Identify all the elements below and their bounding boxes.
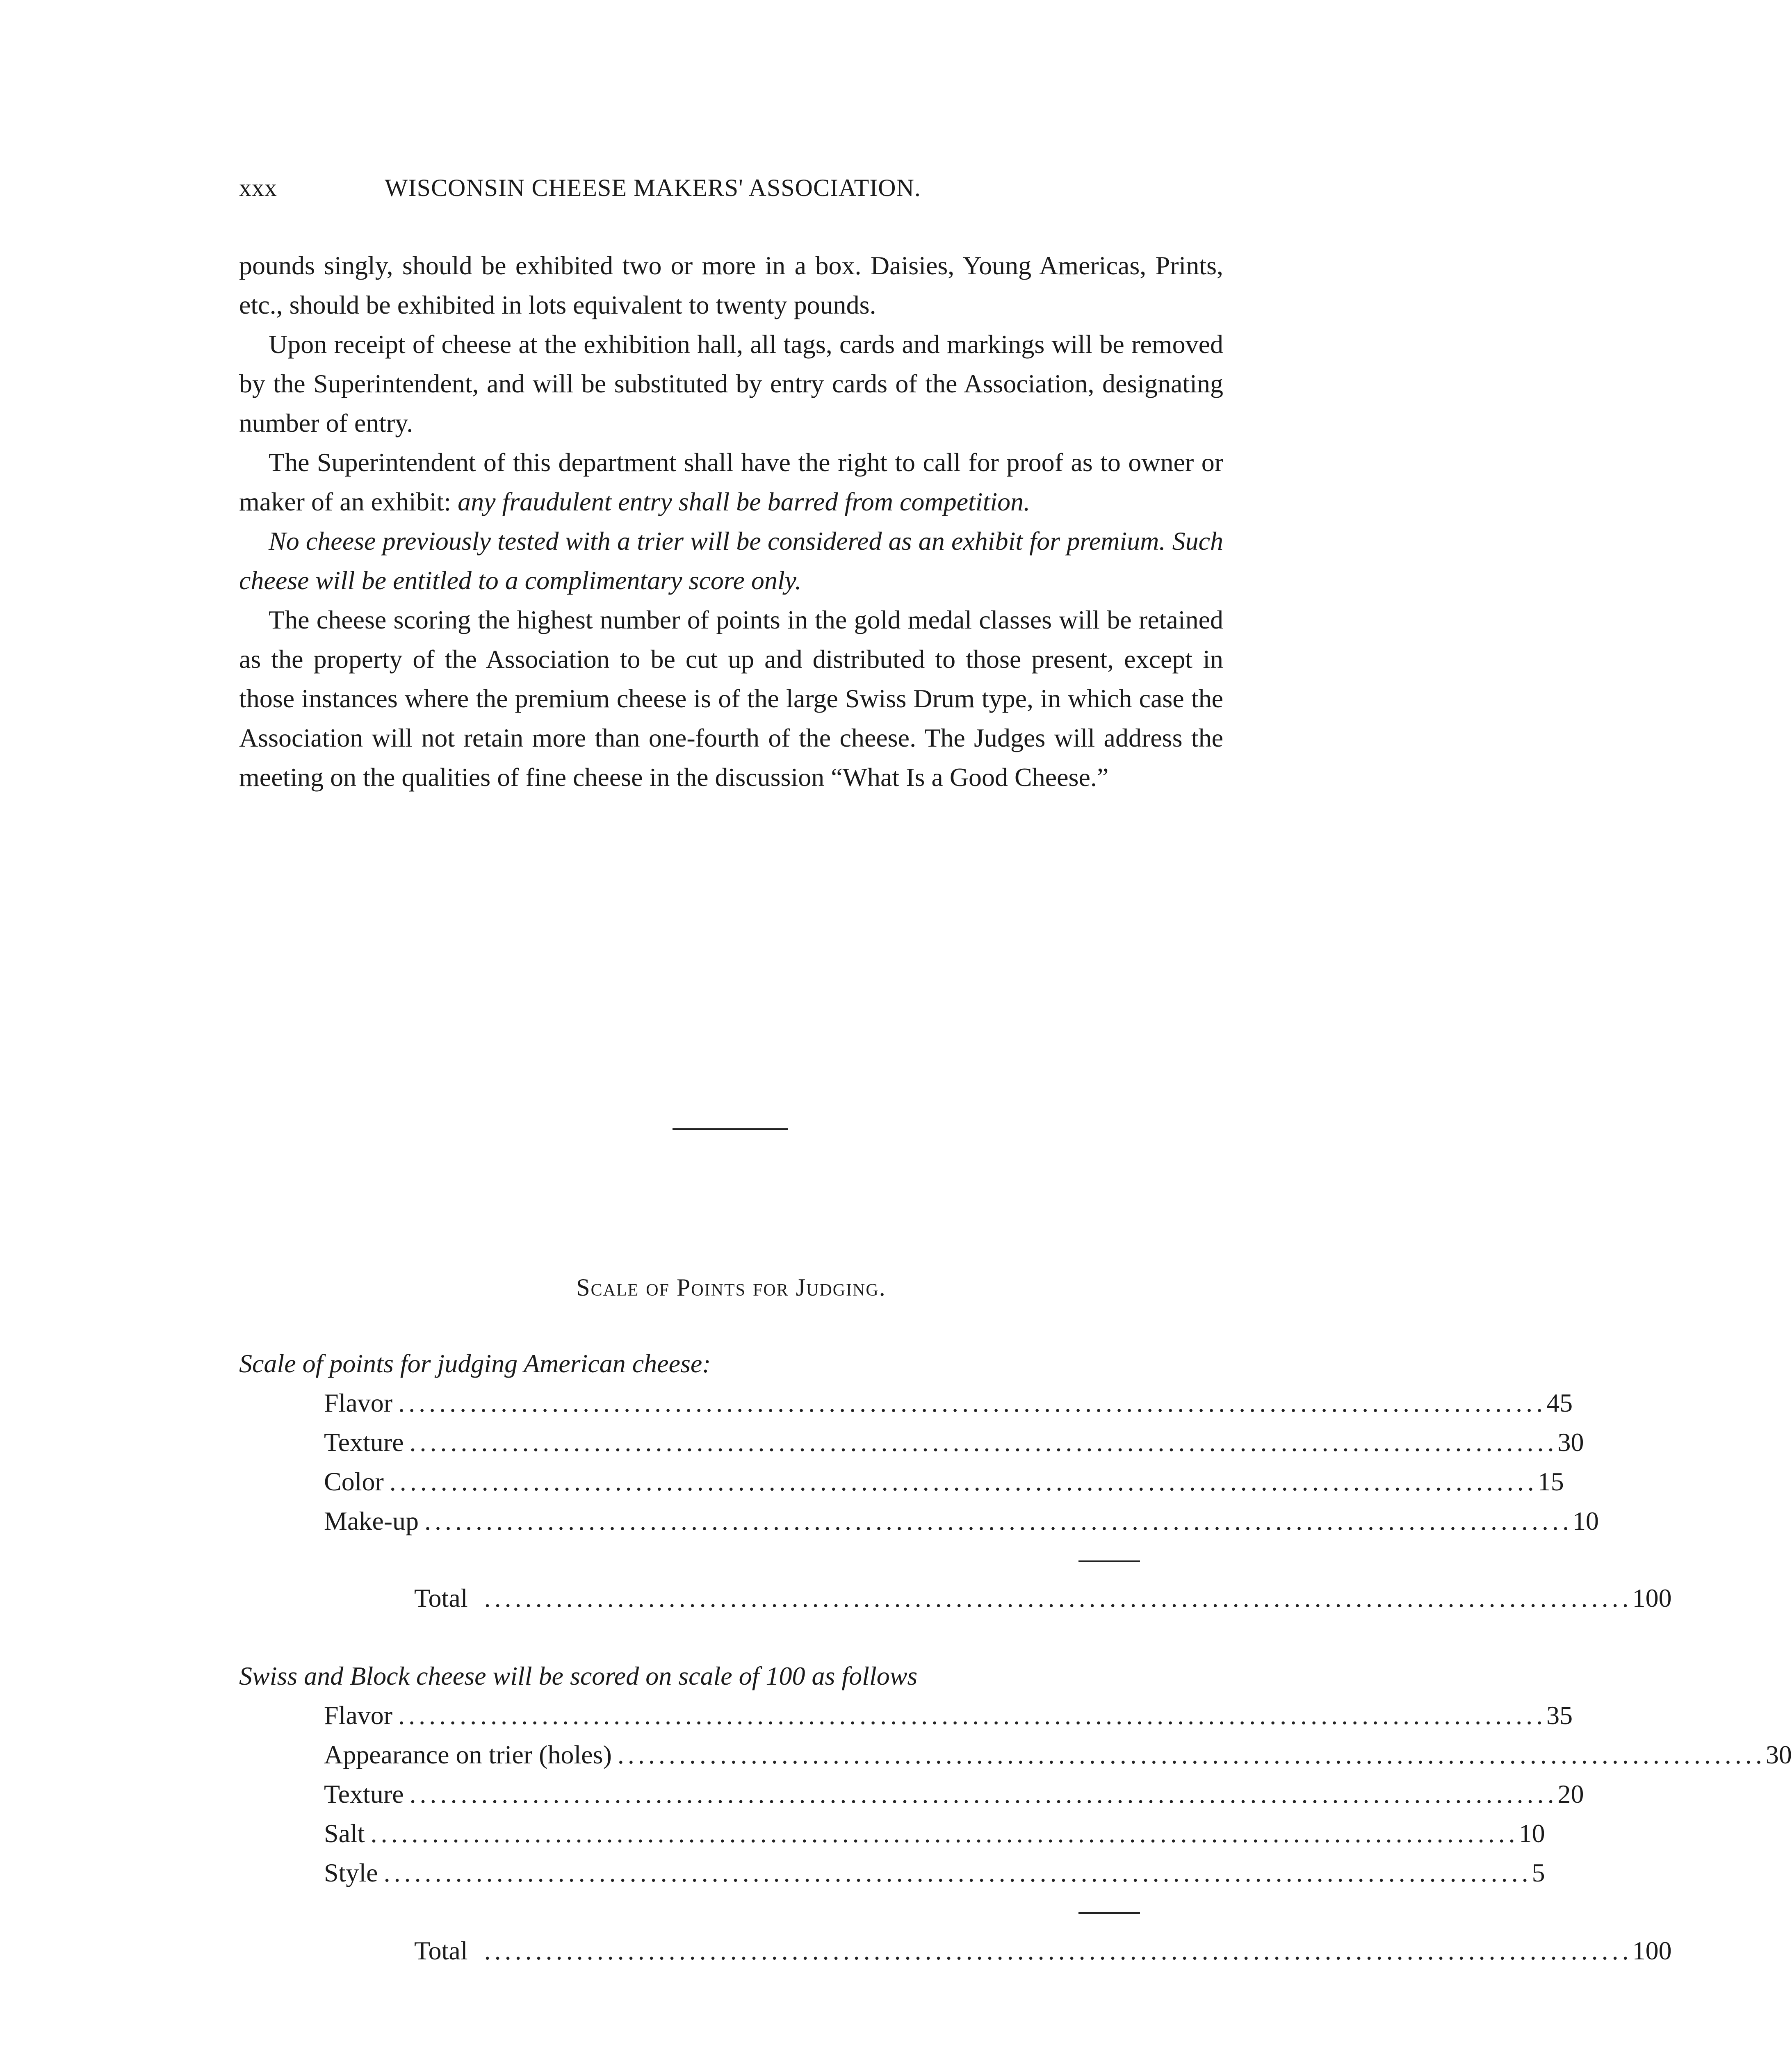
score-value: 30 [1557,1428,1584,1457]
running-title: WISCONSIN CHEESE MAKERS' ASSOCIATION. [385,174,921,201]
dot-leader: ................................................................................................................ [484,1583,1632,1613]
paragraph-2: Upon receipt of cheese at the exhibition hall, all tags, cards and markings will be removed by the Superintendent, and will be substituted by entry cards of the Association, designating number of entry. [239,330,1223,437]
dot-leader: ................................................................................................................ [370,1819,1519,1848]
score-row [324,1423,1584,1462]
total-label: Total [414,1583,468,1613]
score-label: Texture [324,1428,404,1457]
dot-leader: ................................................................................................................ [484,1936,1632,1965]
total-rule [1078,1560,1140,1562]
american-score-table [324,1383,1599,1541]
score-row [324,1696,1573,1735]
paragraph-1: pounds singly, should be exhibited two or more in a box. Daisies, Young Americas, Prints, etc., should be exhibited in lots equivalent to twenty pounds. [239,251,1223,319]
score-label: Make-up [324,1506,419,1535]
dot-leader: ................................................................................................................ [383,1858,1532,1887]
dot-leader: ................................................................................................................ [389,1467,1538,1496]
paragraph-3 [239,443,1223,522]
total-label: Total [414,1936,468,1965]
dot-leader: ................................................................................................................ [617,1740,1766,1769]
dot-leader: ................................................................................................................ [398,1701,1547,1730]
dot-leader: ................................................................................................................ [398,1388,1547,1417]
score-label: Color [324,1467,384,1496]
total-row [414,1578,1672,1618]
paragraph-4: No cheese previously tested with a trier will be considered as an exhibit for premium. Such cheese will be entitled to a complimentary score only. [239,526,1223,595]
total-row [414,1931,1672,1970]
american-intro: Scale of points for judging American cheese: [239,1349,711,1378]
swiss-score-table [324,1696,1792,1893]
page-header [239,167,1080,208]
total-rule [1078,1912,1140,1914]
section-divider [673,1128,788,1130]
score-value: 30 [1765,1740,1792,1769]
score-value: 10 [1573,1506,1599,1535]
paragraph-3-text: The Superintendent of this department shall have the right to call for proof as to owner or maker of an exhibit: [239,448,1223,516]
paragraph-3-italic: any fraudulent entry shall be barred from competition. [458,487,1031,516]
score-value: 20 [1557,1779,1584,1809]
score-row [324,1774,1584,1814]
page-number: xxx [239,174,277,201]
score-value: 35 [1546,1701,1573,1730]
score-label: Texture [324,1779,404,1809]
american-total-row [414,1578,1672,1618]
dot-leader: ................................................................................................................ [409,1779,1558,1809]
score-value: 45 [1546,1388,1573,1417]
score-row [324,1383,1573,1423]
total-value: 100 [1632,1936,1672,1965]
dot-leader: ................................................................................................................ [409,1428,1558,1457]
total-value: 100 [1632,1583,1672,1613]
dot-leader: ................................................................................................................ [424,1506,1573,1535]
score-label: Style [324,1858,378,1887]
score-value: 15 [1537,1467,1564,1496]
score-label: Flavor [324,1701,393,1730]
score-row [324,1853,1545,1893]
swiss-intro: Swiss and Block cheese will be scored on scale of 100 as follows [239,1661,918,1690]
score-value: 5 [1532,1858,1545,1887]
score-label: Salt [324,1819,365,1848]
swiss-total-row [414,1931,1672,1970]
paragraph-5: The cheese scoring the highest number of points in the gold medal classes will be retained as the property of the Association to be cut up and distributed to those present, except in those instances where the premium cheese is of the large Swiss Drum type, in which case the Association will not retain more than one-fourth of the cheese. The Judges will address the meeting on the qualities of fine cheese in the discussion “What Is a Good Cheese.” [239,605,1223,792]
score-row [324,1814,1545,1853]
scale-heading [239,1271,1223,1306]
score-value: 10 [1518,1819,1545,1848]
body-text [239,246,1223,797]
score-row [324,1501,1599,1541]
score-row [324,1735,1792,1774]
score-label: Flavor [324,1388,393,1417]
score-label: Appearance on trier (holes) [324,1740,612,1769]
score-row [324,1462,1564,1501]
scale-heading-text: Scale of Points for Judging. [576,1274,886,1301]
